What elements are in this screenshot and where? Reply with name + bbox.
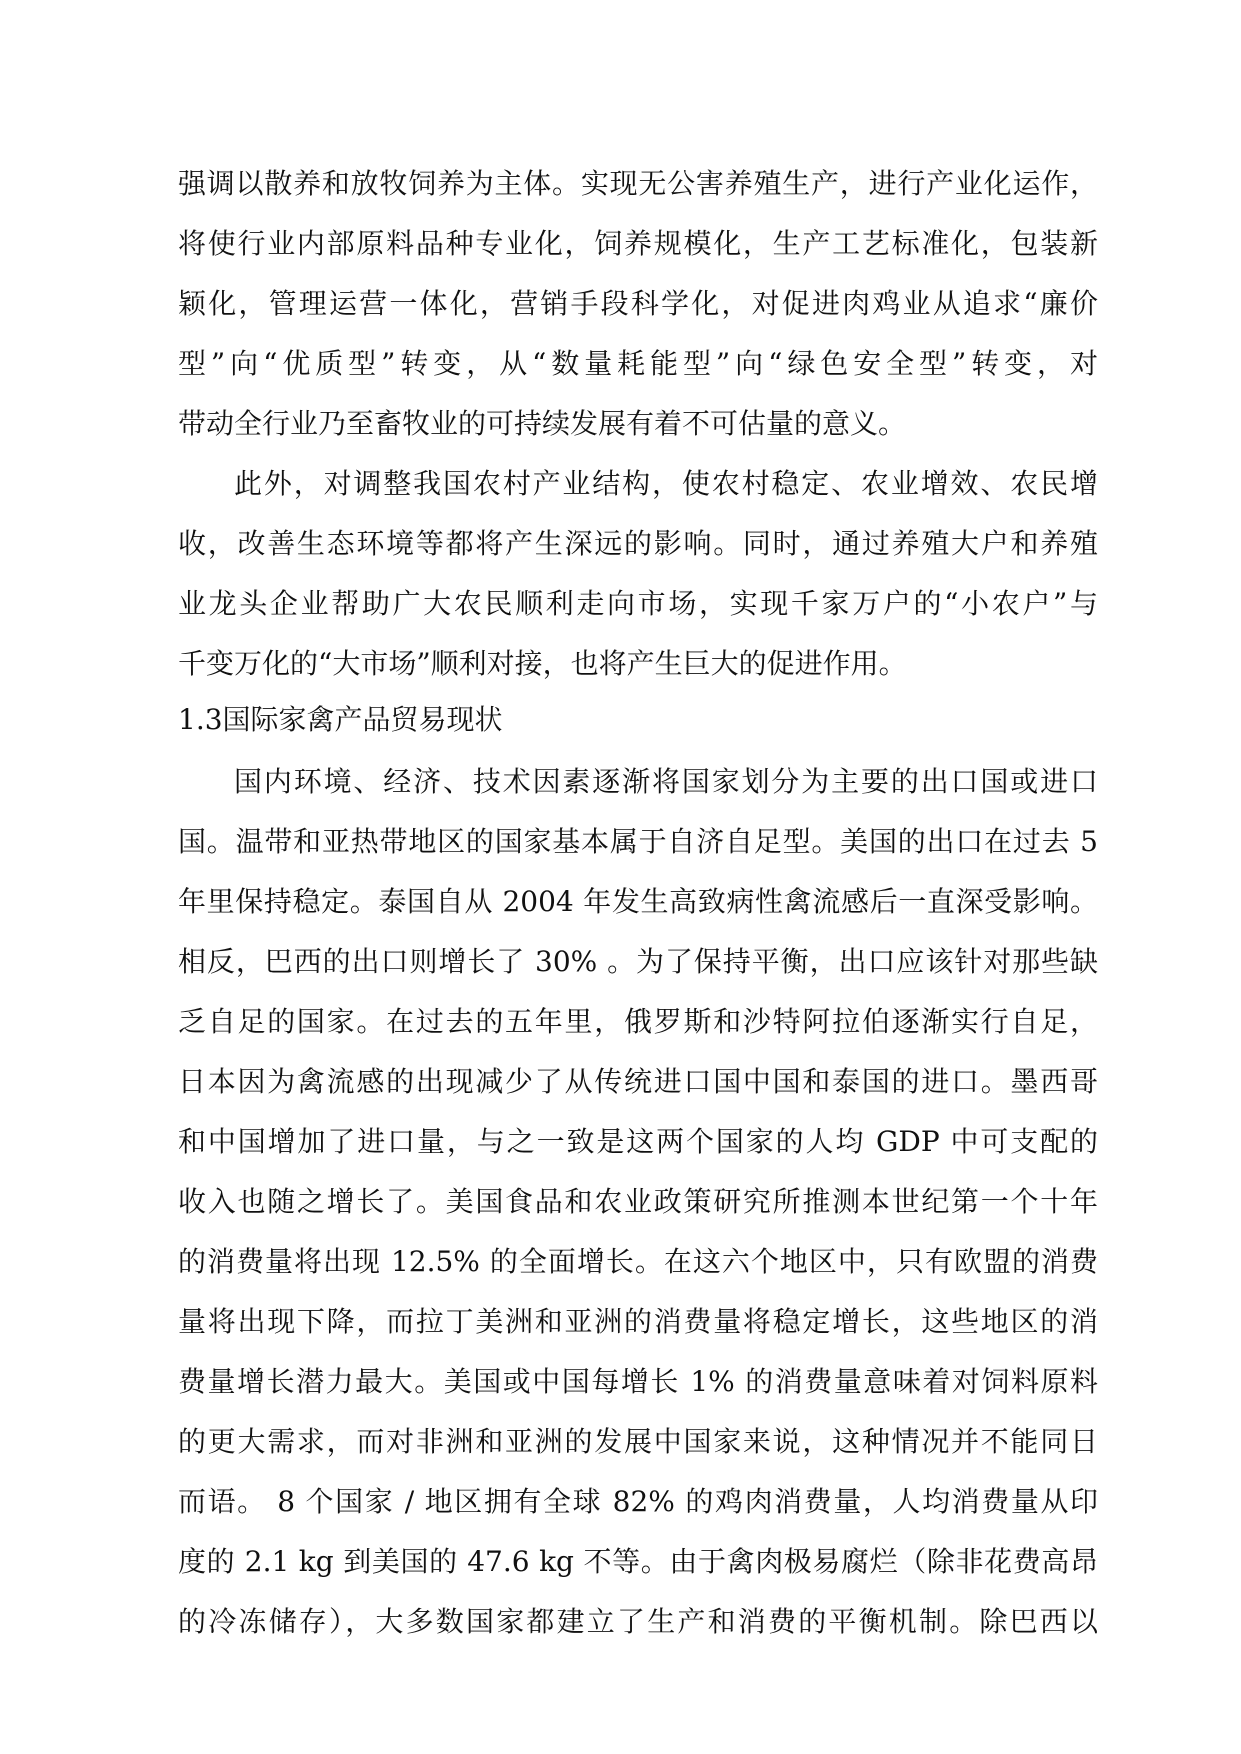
paragraph-line: 度的 2.1 kg 到美国的 47.6 kg 不等。由于禽肉极易腐烂（除非花费高昂 [178,1545,1098,1578]
paragraph-line: 的冷冻储存），大多数国家都建立了生产和消费的平衡机制。除巴西以 [178,1605,1098,1638]
section-heading [178,690,1098,750]
paragraph-line: 相反，巴西的出口则增长了 30% 。为了保持平衡，出口应该针对那些缺 [178,945,1098,978]
paragraph-line: 国。温带和亚热带地区的国家基本属于自济自足型。美国的出口在过去 5 [178,825,1098,858]
paragraph-line: 型”向“优质型”转变，从“数量耗能型”向“绿色安全型”转变，对 [178,347,1098,380]
paragraph-line: 而语。 8 个国家 / 地区拥有全球 82% 的鸡肉消费量，人均消费量从印 [178,1485,1098,1518]
section-number: 1.3 [178,703,223,736]
paragraph-line: 颖化，管理运营一体化，营销手段科学化，对促进肉鸡业从追求“廉价 [178,287,1098,320]
paragraph-line: 收入也随之增长了。美国食品和农业政策研究所推测本世纪第一个十年 [178,1185,1098,1218]
paragraph-line: 日本因为禽流感的出现减少了从传统进口国中国和泰国的进口。墨西哥 [178,1065,1098,1098]
paragraph-line: 带动全行业乃至畜牧业的可持续发展有着不可估量的意义。 [178,407,907,440]
paragraph-2 [178,454,1098,694]
paragraph-line: 和中国增加了进口量，与之一致是这两个国家的人均 GDP 中可支配的 [178,1125,1098,1158]
paragraph-line: 年里保持稳定。泰国自从 2004 年发生高致病性禽流感后一直深受影响。 [178,885,1098,918]
paragraph-line: 的消费量将出现 12.5% 的全面增长。在这六个地区中，只有欧盟的消费 [178,1245,1098,1278]
paragraph-line: 此外，对调整我国农村产业结构，使农村稳定、农业增效、农民增 [234,467,1098,500]
paragraph-1 [178,154,1098,454]
paragraph-line: 强调以散养和放牧饲养为主体。实现无公害养殖生产，进行产业化运作， [178,167,1098,200]
paragraph-3 [178,752,1098,1652]
paragraph-line: 收，改善生态环境等都将产生深远的影响。同时，通过养殖大户和养殖 [178,527,1098,560]
paragraph-line: 千变万化的“大市场”顺利对接，也将产生巨大的促进作用。 [178,647,907,680]
paragraph-line: 的更大需求，而对非洲和亚洲的发展中国家来说，这种情况并不能同日 [178,1425,1098,1458]
paragraph-line: 费量增长潜力最大。美国或中国每增长 1% 的消费量意味着对饲料原料 [178,1365,1098,1398]
paragraph-line: 量将出现下降，而拉丁美洲和亚洲的消费量将稳定增长，这些地区的消 [178,1305,1098,1338]
paragraph-line: 业龙头企业帮助广大农民顺利走向市场，实现千家万户的“小农户”与 [178,587,1098,620]
section-title: 国际家禽产品贸易现状 [222,703,503,736]
paragraph-line: 将使行业内部原料品种专业化，饲养规模化，生产工艺标准化，包装新 [178,227,1098,260]
paragraph-line: 国内环境、经济、技术因素逐渐将国家划分为主要的出口国或进口 [234,765,1098,798]
paragraph-line: 乏自足的国家。在过去的五年里，俄罗斯和沙特阿拉伯逐渐实行自足， [178,1005,1098,1038]
